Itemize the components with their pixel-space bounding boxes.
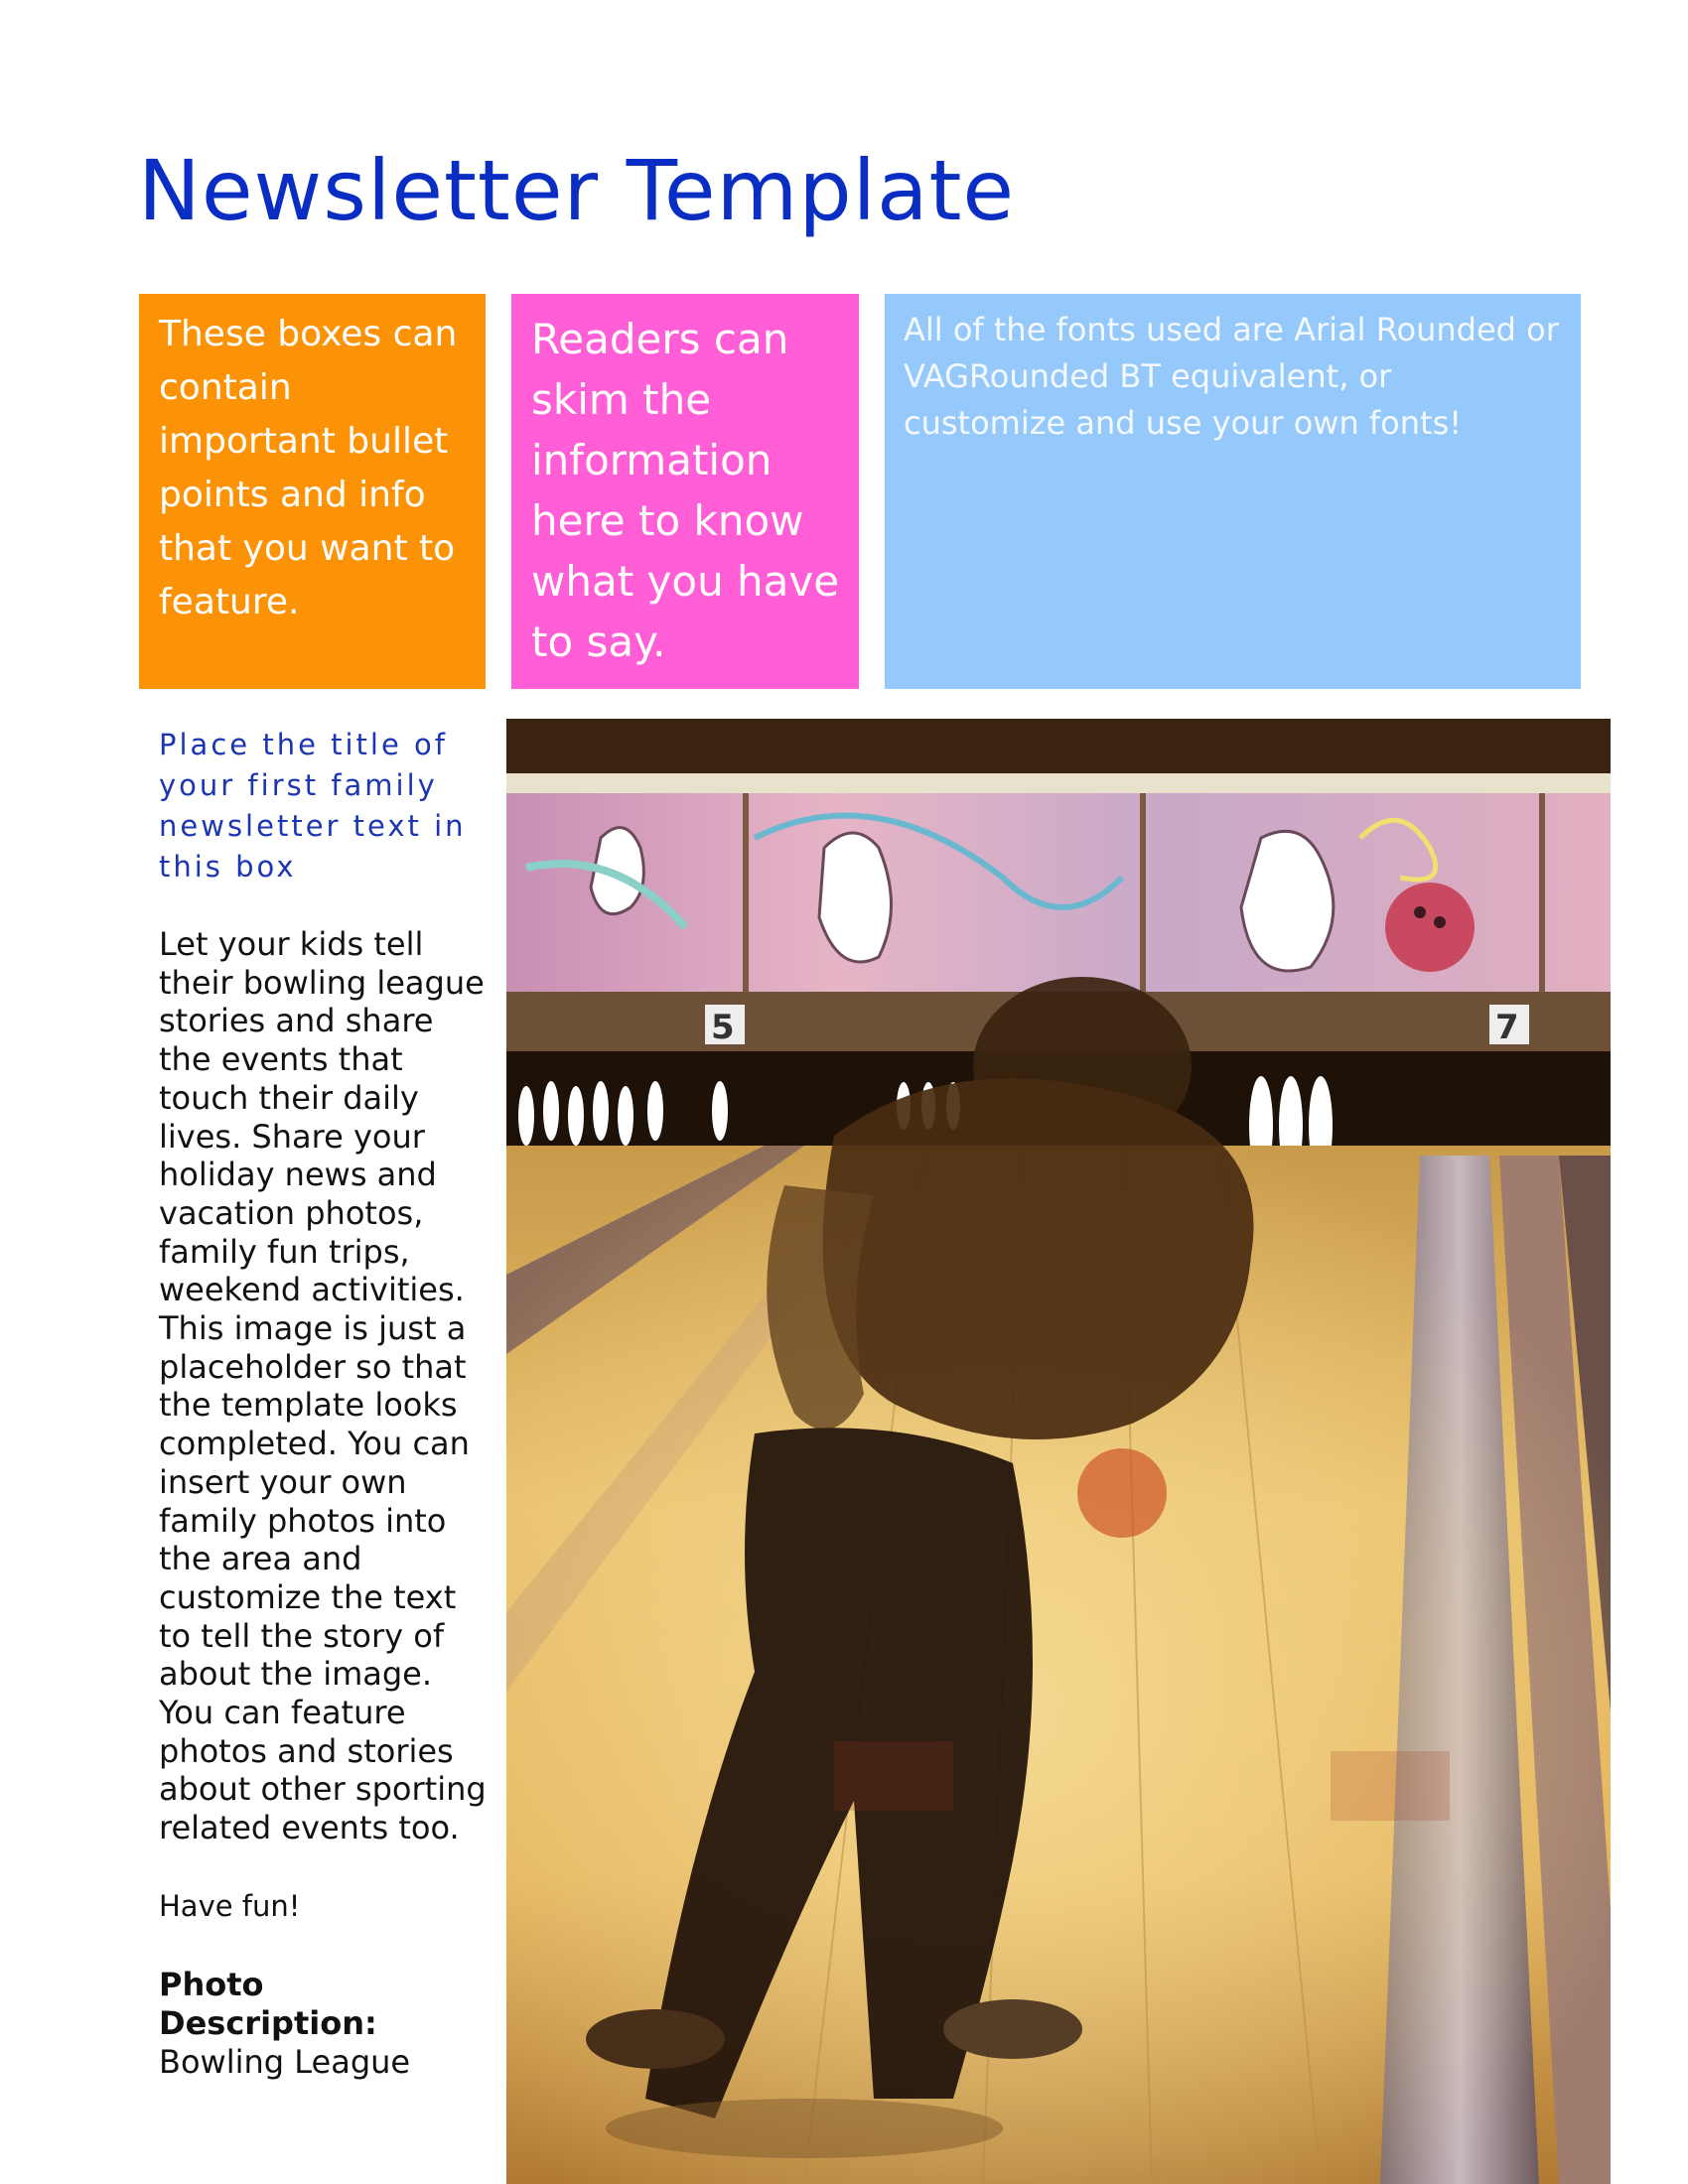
page-title: Newsletter Template xyxy=(138,142,1016,239)
callout-box-orange: These boxes can contain important bullet points and info that you want to feature. xyxy=(139,294,486,689)
article-title: Place the title of your first family newsletter text in this box xyxy=(159,728,467,884)
callout-box-blue: All of the fonts used are Arial Rounded or VAGRounded BT equivalent, or customize and use your own fonts! xyxy=(885,294,1581,689)
bowling-photo xyxy=(506,719,1611,2184)
bowling-photo-illustration xyxy=(506,719,1611,2184)
lane-number-5: 5 xyxy=(711,1008,735,1047)
photo-description xyxy=(159,1966,487,2082)
callout-box-pink: Readers can skim the information here to know what you have to say. xyxy=(511,294,859,689)
article-body: Let your kids tell their bowling league stories and share the events that touch their daily lives. Share your holiday news and vacation photos, family fun trips, weekend activities. This image is just a placeholder so that the template looks completed. You can insert your own family photos into the area and customize the text to tell the story of about the image. You can feature photos and stories about other sporting related events too. xyxy=(159,925,487,1847)
closing-line: Have fun! xyxy=(159,1889,301,1923)
photo-description-value: Bowling League xyxy=(159,2043,411,2081)
lane-number-7: 7 xyxy=(1495,1008,1519,1047)
photo-description-label: Photo Description: xyxy=(159,1966,377,2042)
